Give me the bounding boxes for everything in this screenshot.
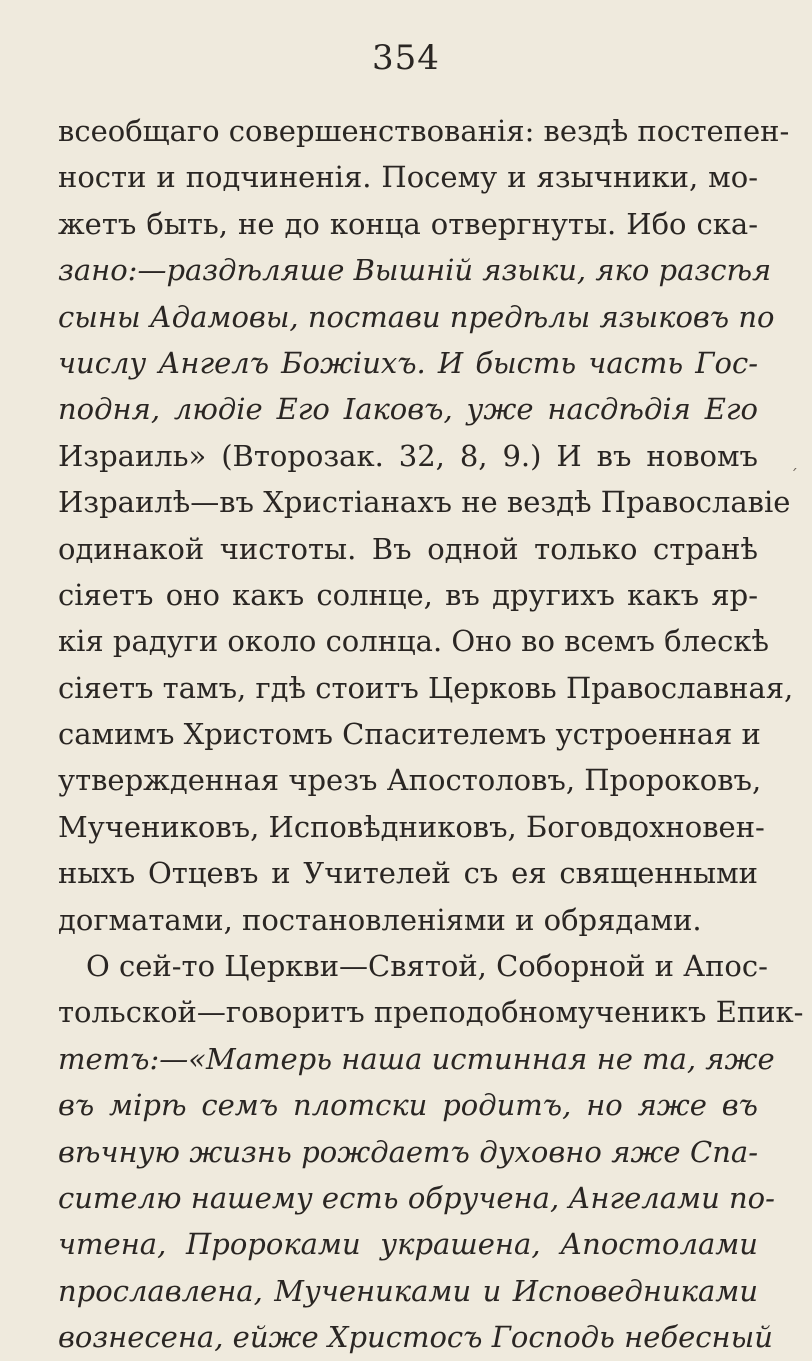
text-line: Израилѣ—въ Христіанахъ не вездѣ Православіе xyxy=(58,485,791,520)
quote-line: подня, людіе Его Іаковъ, уже насдѣдія Его xyxy=(58,392,758,427)
text-line: Мучениковъ, Исповѣдниковъ, Боговдохновен- xyxy=(58,809,765,844)
body-text xyxy=(58,108,804,1361)
quote-line: вознесена, ейже Христосъ Господь небесный xyxy=(58,1320,773,1355)
text-line: утвержденная чрезъ Апостоловъ, Пророковъ, xyxy=(58,763,762,798)
margin-mark: ´ xyxy=(790,466,798,485)
paragraph-start-line: О сей-то Церкви—Святой, Соборной и Апос- xyxy=(86,949,768,984)
text-line: ности и подчиненія. Посему и язычники, мо- xyxy=(58,160,758,195)
text-line: самимъ Христомъ Спасителемъ устроенная и xyxy=(58,717,761,752)
text-line: одинакой чистоты. Въ одной только странѣ xyxy=(58,531,758,566)
quote-line: зано:—раздѣляше Вышній языки, яко разсѣя xyxy=(58,253,772,288)
text-line: догматами, постановленіями и обрядами. xyxy=(58,902,702,937)
text-line: сіяетъ оно какъ солнце, въ другихъ какъ яр- xyxy=(58,577,758,612)
quote-line: сыны Адамовы, постави предѣлы языковъ по xyxy=(58,299,775,334)
quote-line: въ мірѣ семъ плотски родитъ, но яже въ xyxy=(58,1088,758,1123)
text-line: сіяетъ тамъ, гдѣ стоитъ Церковь Православная, xyxy=(58,670,794,705)
quote-line: чтена, Пророками украшена, Апостолами xyxy=(58,1227,758,1262)
quote-line: числу Ангелъ Божіихъ. И бысть часть Гос- xyxy=(58,345,758,380)
text-line: тольской—говоритъ преподобномученикъ Епик- xyxy=(58,995,804,1030)
page-number: 354 xyxy=(372,38,440,78)
text-line: жетъ быть, не до конца отвергнуты. Ибо ска- xyxy=(58,206,758,241)
quote-line: вѣчную жизнь рождаетъ духовно яже Спа- xyxy=(58,1134,758,1169)
text-line: кія радуги около солнца. Оно во всемъ блескѣ xyxy=(58,624,770,659)
quote-line: прославлена, Мучениками и Исповедниками xyxy=(58,1273,758,1308)
text-line: Израиль» (Второзак. 32, 8, 9.) И въ новомъ xyxy=(58,438,758,473)
text-line: всеобщаго совершенствованія: вездѣ постепен- xyxy=(58,114,790,148)
text-line: ныхъ Отцевъ и Учителей съ ея священными xyxy=(58,856,758,891)
quote-line: тетъ:—«Матерь наша истинная не та, яже xyxy=(58,1041,775,1076)
quote-line: сителю нашему есть обручена, Ангелами по- xyxy=(58,1180,775,1215)
